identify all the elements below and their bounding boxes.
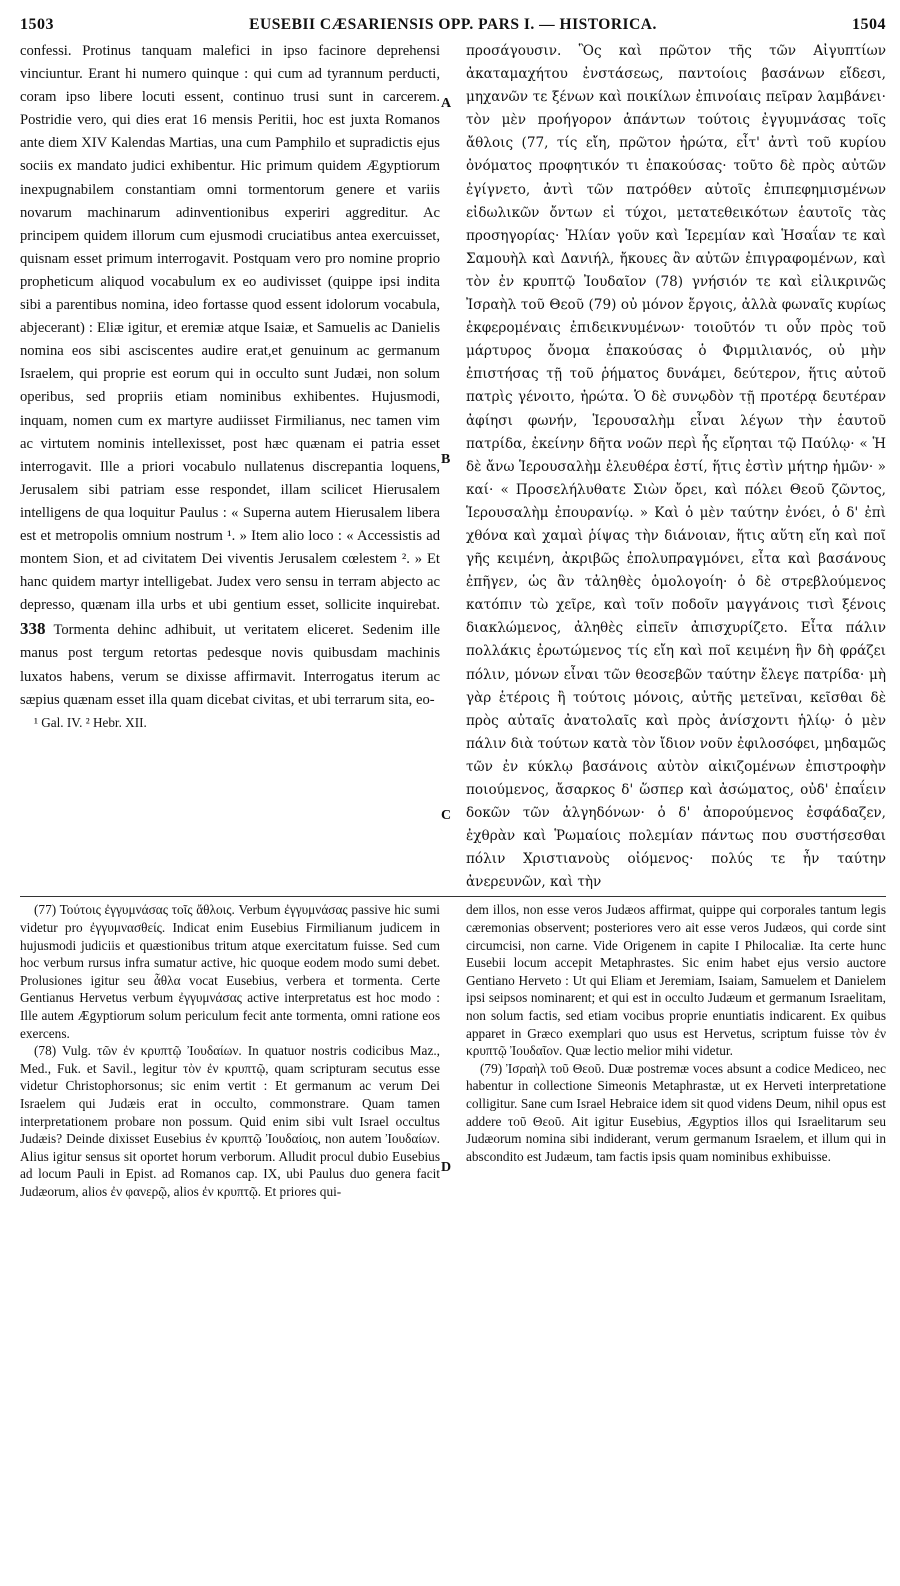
right-page-number: 1504 — [851, 16, 886, 33]
note-78: (78) Vulg. τῶν ἐν κρυπτῷ Ἰουδαίων. In quatuor nostris codicibus Maz., Med., Fuk. et Savil., legitur τὸν ἐν κρυπτῷ, quam scripturam secutus esse videtur Christophorsonus; sic enim vertit : Et germanum ac verum Dei Israelem qui Judæis erat in occulto, commonstrare. Quam tamen interpretationem probare non possum. Quid enim sibi vult Israel occultus Judæis? Deinde dixisset Eusebius ἐν κρυπτῷ Ἰουδαίοις, non autem Ἰουδαίων. Alius igitur sensus sit oportet horum verborum. Alludit procul dubio Eusebius ad locum Pauli in Epist. ad Romanos cap. IX, ubi Paulus duo genera facit Judæorum, alios ἐν φανερῷ, alios ἐν κρυπτῷ. Et priores qui- — [20, 1043, 440, 1199]
latin-paragraph — [20, 40, 440, 712]
greek-column — [466, 40, 886, 894]
marker-d: D — [441, 1160, 452, 1175]
latin-text-1: confessi. Protinus tanquam malefici in ipso facinore deprehensi vinciuntur. Erant hi numero quinque : qui cum ad tyrannum perducti, coram ipso libere locuti essent, continuo trusi sunt in carcerem. Postridie vero, qui dies erat 16 mensis Peritii, hoc est juxta Romanos ante diem XIV Kalendas Martias, una cum Pamphilo et supradictis ejus sociis ex mandato judici exhibentur. Hic primum quidem Ægyptiorum inexpugnabilem constantiam omni tormentorum genere et variis novarum machinarum adinventionibus experiri aggreditur. Ac principem quidem illorum cum ejusmodi cruciatibus antea exercuisset, quisnam esset primum interrogavit. Postquam vero pro nomine proprio propheticum aliquod vocabulum ex eo audivisset (quippe ipsi indita sibi a parentibus nomina, ideo fortasse quod essent idolorum vocabula, abjecerant) : Eliæ igitur, et eremiæ atque Isaiæ, et Samuelis ac Danielis nomina eos sibi asciscentes audire erat,et genuinum ac germanum Israelem, qui proprie est eorum qui in occulto sunt Judæi, non solum operibus, sed propriis etiam nominibus exhibentes. Hujusmodi, inquam, nomen cum ex martyre audiisset Firmilianus, nec tamen vim ac virtutem nominis intellexisset, post hæc quænam ei patria esset interrogavit. Ille a priori vocabulo nullatenus discrepantia loquens, Jerusalem sibi patriam esse respondet, illam scilicet Hierusalem intelligens de qua loquitur Paulus : « Superna autem Hierusalem libera est et metropolis omnium nostrum ¹. » Item alio loco : « Accessistis ad montem Sion, et ad civitatem Dei viventis Jerusalem cœlestem ². » Et hanc quidem martyr intelligebat. Judex vero sensu in terram abjecto ac depresso, quænam illa urbs et ubi gentium esset, sollicite inquirebat. — [20, 43, 440, 614]
marker-b: B — [441, 452, 451, 467]
edition-page-number: 338 — [20, 619, 46, 639]
greek-text: προσάγουσιν. Ὃς καὶ πρῶτον τῆς τῶν Αἰγυπτίων ἀκαταμαχήτου ἐνστάσεως, παντοίοις βασάνων εἴδεσι, μηχανῶν τε ξένων καὶ ποικίλων ἐπινοίαις πεῖραν λαμβάνει· τὸν μὲν προήγορον ἁπάντων τούτοις ἐγγυμνάσας τοῖς ἄθλοις (77, τίς εἴη, πρῶτον ἠρώτα, εἶτ' ἀντὶ τοῦ κυρίου ὀνόματος προφητικόν τι ἐπακούσας· τοῦτο δὲ πρὸς αὐτῶν ἐγίγνετο, ἀντὶ τῶν πατρόθεν αὐτοῖς ἐπιπεφημισμένων εἰδωλικῶν ὄντων εἰ τύχοι, μετατεθεικότων ἑαυτοῖς τὰς προσηγορίας· Ἠλίαν γοῦν καὶ Ἱερεμίαν καὶ Ἡσαΐαν τε καὶ Σαμουὴλ καὶ Δανιήλ, ἤκουες ἂν αὐτῶν ἐπιγραφομένων, καὶ τὸν ἐν κρυπτῷ Ἰουδαῖον (78) γνήσιόν τε καὶ εἰλικρινῶς Ἰσραὴλ τοῦ Θεοῦ (79) οὐ μόνον ἔργοις, ἀλλὰ φωναῖς κυρίως ἐκφερομέναις ἐπιδεικνυμένων· τοιοῦτόν τι οὖν πρὸς τοῦ μάρτυρος ὄνομα ἐπακούσας ὁ Φιρμιλιανός, οὐ μὴν ἐπιστήσας τῇ τοῦ ῥήματος δυνάμει, δεύτερον, ἥτις αὐτοῦ πατρὶς γένοιτο, ἠρώτα. Ὁ δὲ συνῳδὸν τῇ προτέρᾳ δευτέραν ἀφίησι φωνήν, Ἱερουσαλὴμ εἶναι λέγων τὴν ἑαυτοῦ πατρίδα, ἐκείνην δῆτα νοῶν περὶ ἧς εἴρηται τῷ Παύλῳ· « Ἡ δὲ ἄνω Ἱερουσαλὴμ ἐλευθέρα ἐστί, ἥτις ἐστὶν μήτηρ ἡμῶν· » καί· « Προσελήλυθατε Σιὼν ὄρει, καὶ πόλει Θεοῦ ζῶντος, Ἱερουσαλὴμ ἐπουρανίῳ. » Καὶ ὁ μὲν ταύτην ἐνόει, ὁ δ' ἐπὶ χθόνα καὶ χαμαὶ ῥίψας τὴν διάνοιαν, ἥτις αὕτη εἴη καὶ ποῖ γῆς κειμένη, ἀκριβῶς ἐπολυπραγμόνει, εἶτα καὶ βασάνους ἐπῆγεν, ὡς ἂν τἀληθὲς ὁμολογοίη· ὁ δὲ στρεβλούμενος κατόπιν τὼ χεῖρε, καὶ τοῖν ποδοῖν μαγγάνοις τισὶ ξένοις διακλώμενος, ἀληθὲς εἰπεῖν ἀπισχυρίζετο. Εἶτα πάλιν πολλάκις ἐρωτώμενος τίς εἴη καὶ ποῖ κειμένη ἣν δὴ φράζει πόλιν, μόνων εἶναι τῶν θεοσεβῶν ταύτην ἔλεγε πατρίδα· μὴ γὰρ ἑτέροις ἢ τούτοις μόνοις, αὐτῆς μετεῖναι, κεῖσθαι δὲ πρὸς αὐταῖς ἀνατολαῖς καὶ πρὸς ἀνίσχοντι ἡλίῳ· ὁ μὲν πάλιν διὰ τούτων κατὰ τὸν ἴδιον νοῦν ἐφιλοσόφει, μηδαμῶς τῶν ἐν κύκλῳ βασάνοις αὐτὸν αἰκιζομένων ἐπιστροφὴν ποιούμενος, ἄσαρκος δ' ὥσπερ καὶ ἀσώματος, οὐδ' ἐπαΐειν δοκῶν τῶν ἀλγηδόνων· ὁ δ' ἀπορούμενος ἐσφάδαζεν, ἐχθρὰν καὶ Ῥωμαίοις πολεμίαν πάντως που συστήσεσθαι πόλιν Χριστιανοὺς οἰόμενος· πολύς τε ἦν ταύτην ἀνερευνῶν, καὶ τὴν — [466, 43, 886, 891]
notes-left-column — [20, 901, 440, 1200]
marker-c: C — [441, 808, 452, 823]
marker-a: A — [441, 96, 452, 111]
notes-divider — [20, 896, 886, 897]
note-78-continued: dem illos, non esse veros Judæos affirmat, quippe qui corporales tantum legis cæremonias observent; posteriores vero ait esse veros Judæos, qui corde sint circumcisi, non carne. Vide Origenem in capite I Philocaliæ. Ita certe hunc Eusebii locum accepit Metaphrastes. Sic enim habet ejus versio auctore Gentiano Herveto : Ut qui Eliam et Jeremiam, Isaiam, Samuelem et Danielem ipsi seipsos nominarent; et qui est in occulto Judæum et germanum Israelitam, non solum factis, sed etiam vocibus proprie enuntiatis indicarent. Ex quibus apparet in Græco exemplari quo usus est Hervetus, scriptum fuisse τὸν ἐν κρυπτῷ Ἰουδαῖον. Quæ lectio melior mihi videtur. — [466, 902, 886, 1059]
latin-column — [20, 40, 440, 894]
running-title: EUSEBII CÆSARIENSIS OPP. PARS I. — HISTORICA. — [249, 16, 657, 33]
running-header — [20, 16, 886, 34]
commentary-notes — [20, 901, 886, 1200]
note-79: (79) Ἰσραὴλ τοῦ Θεοῦ. Duæ postremæ voces absunt a codice Mediceo, nec habentur in collectione Simeonis Metaphrastæ, ut ex Herveti interpretatione colligitur. Sane cum Israel Hebraice idem sit quod videns Deum, nihil opus est addere τοῦ Θεοῦ. Ait igitur Eusebius, Ægyptios illos qui Israelitarum seu Judæorum nomina sibi indiderant, verum germanum Israelem, et illum qui in abscondito est Judæum, tam factis ipsis quam nominibus exhibuisse. — [466, 1060, 886, 1164]
latin-footnotes: ¹ Gal. IV. ² Hebr. XII. — [34, 714, 147, 730]
main-text — [20, 40, 886, 894]
latin-text-2: Tormenta dehinc adhibuit, ut veritatem eliceret. Sedenim ille manus post tergum retortas pedesque novis quibusdam machinis luxatos habens, verum se dixisse affirmavit. Interrogatus iterum ac sæpius quænam esset illa quam dicebat civitas, et ubi terrarum sita, eo- — [20, 622, 440, 708]
notes-right-column — [466, 901, 886, 1200]
note-77: (77) Τούτοις ἐγγυμνάσας τοῖς ἄθλοις. Verbum ἐγγυμνάσας passive hic sumi videtur pro ἐγγυμνασθείς. Indicat enim Eusebius Firmilianum judicem in hujusmodi judiciis et quæstionibus tritum atque exercitatum fuisse. Sed cum hoc verbum rursus infra sumatur active, hic quoque eodem modo sumi debet. Prolusiones igitur seu ἆθλα vocat Eusebius, verbera et tormenta. Certe Gentianus Hervetus verbum ἐγγυμνάσας active interpretatus est hoc modo : Ille autem Ægyptiorum solum periculum fecit ante tormenta, omni ratione eos exercens. — [20, 902, 440, 1041]
left-page-number: 1503 — [20, 16, 54, 33]
